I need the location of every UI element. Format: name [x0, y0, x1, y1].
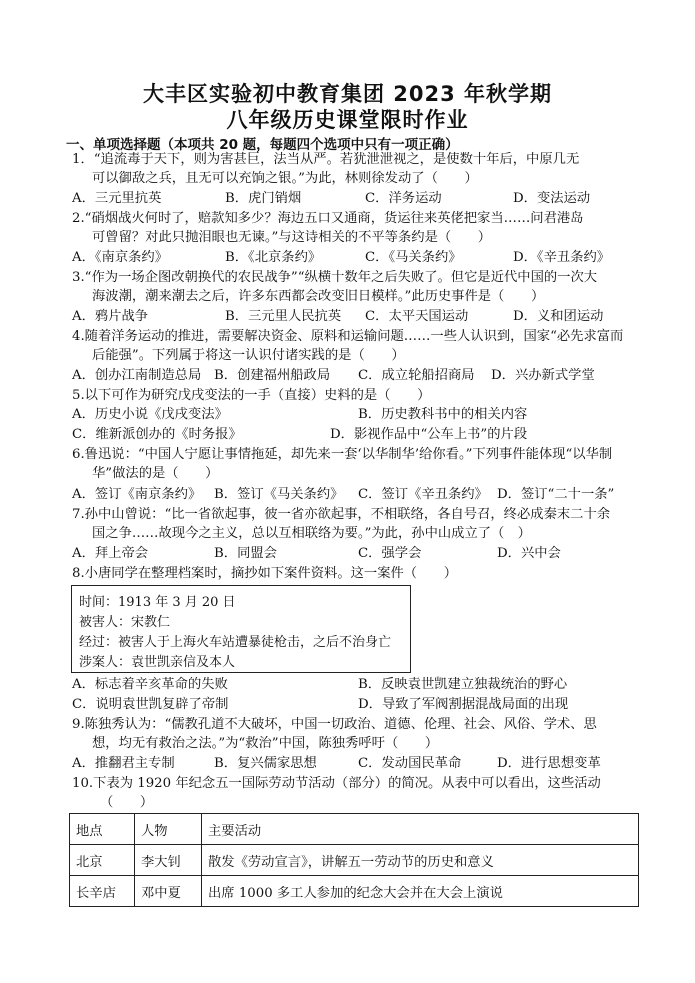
q9-option-b: B．复兴儒家思想 [214, 756, 317, 771]
q3-option-c: C．太平天国运动 [365, 309, 469, 324]
question-6-line-2: 华”做法的是（ ） [92, 466, 219, 481]
table-cell: 李大钊 [135, 845, 202, 876]
q1-option-c: C．洋务运动 [365, 191, 442, 206]
q7-option-b: B．同盟会 [214, 546, 277, 561]
q5-option-b: B．历史教科书中的相关内容 [358, 407, 528, 422]
question-9-line-2: 想，均无有救治之法。”为“救治”中国，陈独秀呼吁（ ） [92, 736, 439, 751]
question-10-line-1: 10.下表为 1920 年纪念五一国际劳动节活动（部分）的简况。从表中可以看出，这些活动 [72, 776, 601, 791]
table-cell: 散发《劳动宣言》，讲解五一劳动节的历史和意义 [202, 845, 639, 876]
q1-option-d: D．变法运动 [513, 191, 591, 206]
case-victim: 被害人：宋教仁 [79, 615, 171, 630]
q3-option-b: B．三元里人民抗英 [225, 309, 342, 324]
q8-option-b: B．反映袁世凯建立独裁统治的野心 [358, 677, 568, 692]
question-5-line-1: 5.以下可作为研究戊戌变法的一手（直接）史料的是（ ） [72, 388, 431, 403]
section-heading: 一、单项选择题（本项共 20 题，每题四个选项中只有一项正确） [66, 137, 459, 153]
question-7-line-1: 7.孙中山曾说：“比一省欲起事，彼一省亦欲起事，不相联络，各自号召，终必成秦末二十余 [72, 507, 611, 522]
table-cell: 北京 [70, 845, 135, 876]
q5-option-a: A．历史小说《戊戌变法》 [72, 407, 228, 422]
table-cell: 长辛店 [70, 876, 135, 907]
case-record-box [71, 585, 411, 673]
question-4-line-2: 后能强”。下列属于将这一认识付诸实践的是（ ） [92, 348, 405, 363]
q5-option-c: C．维新派创办的《时务报》 [72, 427, 242, 442]
q7-option-a: A．拜上帝会 [72, 546, 149, 561]
q1-option-b: B．虎门销烟 [225, 191, 302, 206]
q9-option-d: D．进行思想变革 [497, 756, 601, 771]
q2-option-c: C．《马关条约》 [365, 250, 462, 265]
question-2-line-2: 可曾留？对此只抛泪眼也无谏。”与这诗相关的不平等条约是（ ） [92, 230, 492, 245]
q4-option-a: A．创办江南制造总局 [72, 368, 202, 383]
worksheet-title: 八年级历史课堂限时作业 [226, 108, 469, 132]
question-1-line-2: 可以御敌之兵，且无可以充饷之银。”为此，林则徐发动了（ ） [92, 171, 478, 186]
q3-option-a: A．鸦片战争 [72, 309, 149, 324]
question-10-line-2: （ ） [100, 795, 154, 810]
table-header-cell: 地点 [70, 814, 135, 845]
question-3-line-1: 3.“作为一场企图改朝换代的农民战争”“纵横十数年之后失败了。但它是近代中国的一次大 [72, 270, 598, 285]
q4-option-c: C．成立轮船招商局 [358, 368, 475, 383]
q2-option-a: A．《南京条约》 [72, 250, 169, 265]
q2-option-b: B．《北京条约》 [225, 250, 322, 265]
q7-option-d: D．兴中会 [497, 546, 561, 561]
question-2-line-1: 2.“硝烟战火何时了，赔款知多少？海边五口又通商，货运往来英佬把家当……问君港岛 [72, 211, 584, 226]
case-time: 时间：1913 年 3 月 20 日 [79, 595, 236, 610]
q8-option-a: A．标志着辛亥革命的失败 [72, 677, 228, 692]
school-title: 大丰区实验初中教育集团 2023 年秋学期 [142, 82, 553, 106]
q4-option-b: B．创建福州船政局 [214, 368, 331, 383]
table-cell: 出席 1000 多工人参加的纪念大会并在大会上演说 [202, 876, 639, 907]
question-8-line-1: 8.小唐同学在整理档案时，摘抄如下案件资料。这一案件（ ） [72, 566, 457, 581]
q6-option-d: D．签订“二十一条” [497, 487, 615, 502]
q4-option-d: D．兴办新式学堂 [491, 368, 595, 383]
q1-option-a: A．三元里抗英 [72, 191, 162, 206]
table-header-cell: 主要活动 [202, 814, 639, 845]
case-process: 经过：被害人于上海火车站遭暴徒枪击，之后不治身亡 [79, 635, 392, 650]
q2-option-d: D．《辛丑条约》 [513, 250, 611, 265]
question-6-line-1: 6.鲁迅说：“中国人宁愿让事情拖延，却先来一套‘以华制华’给你看。”下列事件能体现“以华制 [72, 447, 613, 462]
q7-option-c: C．强学会 [358, 546, 422, 561]
table-cell: 邓中夏 [135, 876, 202, 907]
q3-option-d: D．义和团运动 [513, 309, 604, 324]
case-suspect: 涉案人：袁世凯亲信及本人 [79, 655, 236, 670]
question-7-line-2: 国之争……故现今之主义，总以互相联络为要。”为此，孙中山成立了（ ） [92, 526, 531, 541]
q8-option-d: D．导致了军阀割据混战局面的出现 [358, 697, 569, 712]
q9-option-c: C．发动国民革命 [358, 756, 462, 771]
table-header-row [70, 814, 639, 845]
may-day-table [69, 813, 639, 907]
q9-option-a: A．推翻君主专制 [72, 756, 175, 771]
table-row [70, 876, 639, 907]
table-header-cell: 人物 [135, 814, 202, 845]
q6-option-c: C．签订《辛丑条约》 [358, 487, 488, 502]
table-row [70, 845, 639, 876]
q8-option-c: C．说明袁世凯复辟了帝制 [72, 697, 229, 712]
question-1-line-1: 1．“追流毒于天下，则为害甚巨，法当从严。若犹泄泄视之，是使数十年后，中原几无 [72, 152, 580, 167]
question-4-line-1: 4.随着洋务运动的推进，需要解决资金、原料和运输问题……一些人认识到，国家“必先求富而 [72, 329, 624, 344]
q6-option-a: A．签订《南京条约》 [72, 487, 202, 502]
question-9-line-1: 9.陈独秀认为：“儒教孔道不大破坏，中国一切政治、道德、伦理、社会、风俗、学术、思 [72, 717, 597, 732]
q5-option-d: D．影视作品中“公车上书”的片段 [330, 427, 528, 442]
q6-option-b: B．签订《马关条约》 [214, 487, 344, 502]
question-3-line-2: 海波潮，潮来潮去之后，许多东西都会改变旧日模样。”此历史事件是（ ） [92, 289, 545, 304]
